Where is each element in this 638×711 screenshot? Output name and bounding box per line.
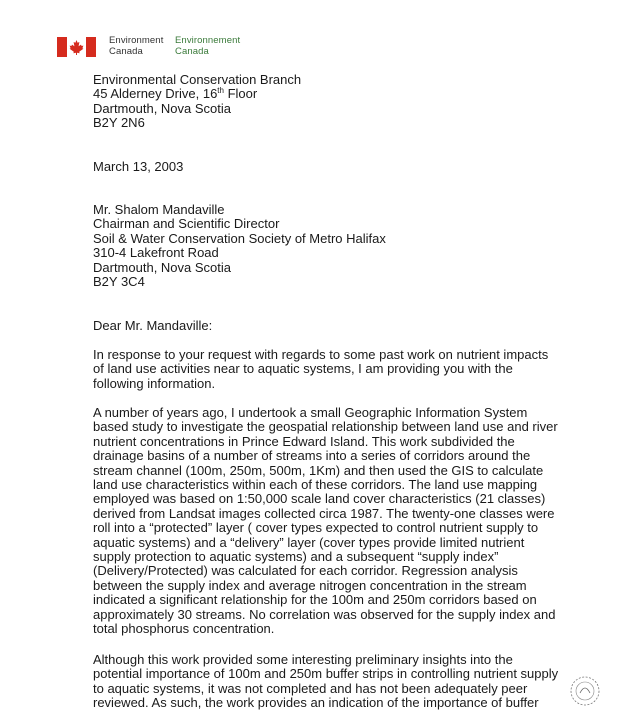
sender-line: B2Y 2N6 xyxy=(93,115,145,131)
sender-address xyxy=(93,73,301,131)
salutation xyxy=(93,319,212,333)
sender-street: 45 Alderney Drive, 16 xyxy=(93,86,218,102)
letter-date xyxy=(93,160,183,174)
paragraph-line: Although this work provided some interesting preliminary insights into the xyxy=(93,652,513,667)
paragraph-line: approximately 30 streams. No correlation was observed for the supply index and xyxy=(93,606,556,622)
paragraph-line: stream channel (100m, 250m, 500m, 1Km) and then used the GIS to calculate xyxy=(93,462,544,478)
department-name-french xyxy=(175,35,240,57)
dept-fr-line2: Canada xyxy=(175,46,209,57)
sender-floor: Floor xyxy=(223,86,258,102)
paragraph-line: aquatic systems) and a “delivery” layer (cover types provide limited nutrient xyxy=(93,534,525,550)
paragraph-line: following information. xyxy=(93,375,216,391)
sender-line xyxy=(93,87,301,101)
salutation-text: Dear Mr. Mandaville: xyxy=(93,318,213,333)
paragraph-line: total phosphorus concentration. xyxy=(93,621,275,637)
paragraph-line: supply protection to aquatic systems) and a subsequent “supply index” xyxy=(93,549,499,565)
body-paragraph-3 xyxy=(93,652,559,711)
paragraph-line: roll into a “protected” layer ( cover types expected to control nutrient supply to xyxy=(93,520,539,536)
paragraph-line: of land use activities near to aquatic systems, I am providing you with the xyxy=(93,361,513,377)
paragraph-line: drainage basins of a number of streams into a series of corridors around the xyxy=(93,448,531,464)
eco-logo-icon xyxy=(568,674,602,708)
paragraph-line: based study to investigate the geospatial relationship between land use and river xyxy=(93,419,558,435)
recipient-line: Chairman and Scientific Director xyxy=(93,216,280,232)
paragraph-line: (Delivery/Protected) was calculated for each corridor. Regression analysis xyxy=(93,563,518,579)
recipient-line: Soil & Water Conservation Society of Metro Halifax xyxy=(93,230,386,246)
recycled-paper-note-icon xyxy=(588,598,598,668)
paragraph-line: reviewed. As such, the work provides an indication of the importance of buffer xyxy=(93,695,539,711)
recipient-line: B2Y 3C4 xyxy=(93,274,145,290)
body-paragraph-1 xyxy=(93,348,553,391)
canada-flag-icon xyxy=(57,37,96,57)
paragraph-line: In response to your request with regards to some past work on nutrient impacts xyxy=(93,347,549,362)
floor-ordinal: th xyxy=(217,86,224,96)
paragraph-line: nutrient concentrations in Prince Edward Island. This work subdivided the xyxy=(93,433,515,449)
paragraph-line: land use characteristics within each of these corridors. The land use mapping xyxy=(93,477,538,493)
recipient-line: Mr. Shalom Mandaville xyxy=(93,202,225,217)
paragraph-line: between the supply index and average nitrogen concentration in the stream xyxy=(93,577,527,593)
dept-fr-line1: Environnement xyxy=(175,35,241,46)
paragraph-line: potential importance of 100m and 250m buffer strips in controlling nutrient supply xyxy=(93,666,559,682)
paragraph-line: employed was based on 1:50,000 scale land cover characteristics (21 classes) xyxy=(93,491,546,507)
paragraph-line: derived from Landsat images collected circa 1987. The twenty-one classes were xyxy=(93,505,555,521)
body-paragraph-2 xyxy=(93,405,558,637)
paragraph-line: indicated a significant relationship for the 100m and 250m corridors based on xyxy=(93,592,537,608)
sender-line: Dartmouth, Nova Scotia xyxy=(93,100,232,116)
paragraph-line: A number of years ago, I undertook a small Geographic Information System xyxy=(93,405,528,420)
recipient-address xyxy=(93,203,386,289)
sender-line: Environmental Conservation Branch xyxy=(93,72,302,87)
recipient-line: 310-4 Lakefront Road xyxy=(93,245,219,261)
recipient-line: Dartmouth, Nova Scotia xyxy=(93,259,232,275)
date-text: March 13, 2003 xyxy=(93,159,184,174)
department-name-english xyxy=(109,35,163,57)
dept-en-line1: Environment xyxy=(109,35,164,46)
dept-en-line2: Canada xyxy=(109,46,143,57)
paragraph-line: to aquatic systems, it was not completed and has not been adequately peer xyxy=(93,680,528,696)
